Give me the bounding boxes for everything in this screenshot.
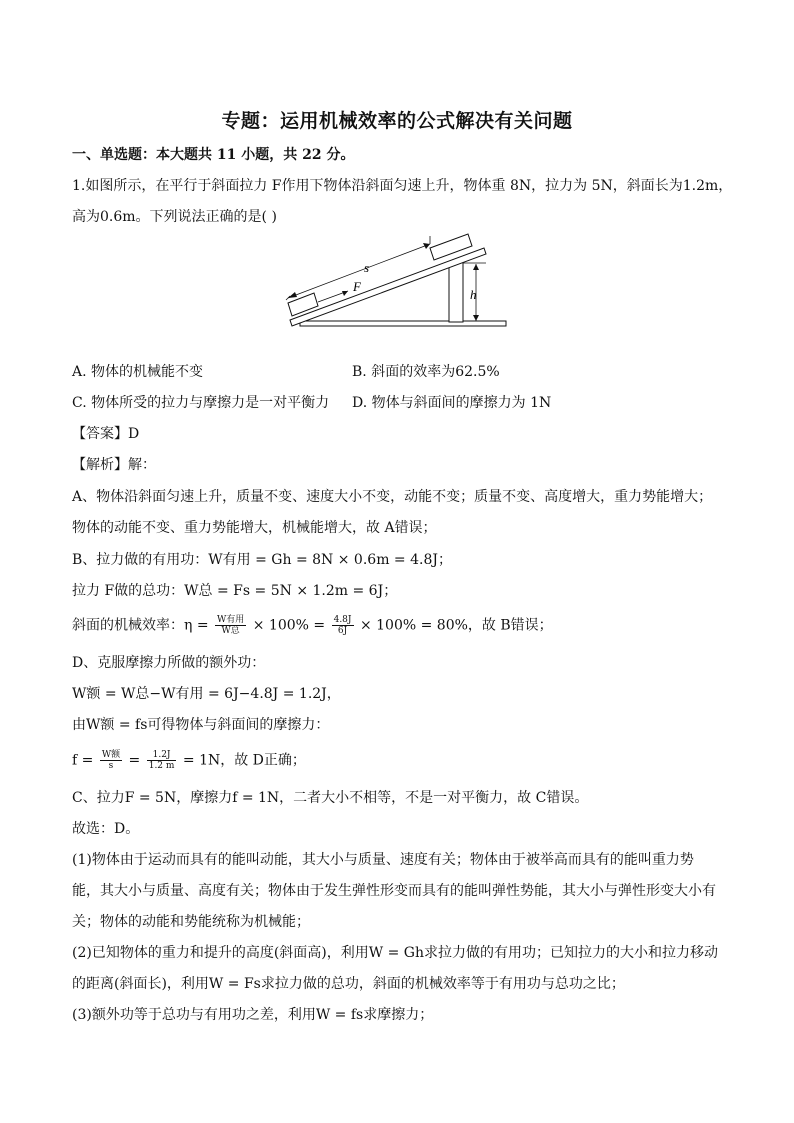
analysis-line-1: A、物体沿斜面匀速上升，质量不变、速度大小不变，动能不变；质量不变、高度增大，重力势能增大；	[72, 489, 713, 505]
analysis-line-17: (3)额外功等于总功与有用功之差，利用W = fs求摩擦力；	[72, 1007, 434, 1023]
analysis-line-13: 能，其大小与质量、高度有关；物体由于发生弹性形变而具有的能叫弹性势能，其大小与弹性形变大小有	[72, 883, 716, 899]
analysis-line-11: 故选：D。	[72, 821, 140, 837]
analysis-line-15: (2)已知物体的重力和提升的高度(斜面高)，利用W = Gh求拉力做的有用功；已知拉力的大小和拉力移动	[72, 945, 718, 961]
fraction-numerator: 1.2J	[147, 750, 177, 761]
section-heading: 一、单选题：本大题共 11 小题，共 22 分。	[72, 147, 355, 163]
analysis-line-10: C、拉力F = 5N，摩擦力f = 1N，二者大小不相等，不是一对平衡力，故 C错误。	[72, 790, 589, 806]
fraction-denominator: s	[108, 761, 114, 771]
friction-suffix: = 1N，故 D正确；	[178, 752, 306, 769]
efficiency-mid: × 100% =	[248, 617, 330, 634]
label-F: F	[353, 279, 361, 294]
page-title: 专题：运用机械效率的公式解决有关问题	[221, 110, 573, 132]
fraction-friction-values	[147, 750, 177, 771]
fraction-values	[332, 615, 354, 636]
fraction-w-extra-over-s	[100, 750, 122, 771]
label-s: s	[364, 260, 370, 275]
friction-mid: =	[124, 752, 145, 769]
analysis-line-8: 由W额 = fs可得物体与斜面间的摩擦力：	[72, 717, 330, 733]
analysis-line-7: W额 = W总−W有用 = 6J−4.8J = 1.2J，	[72, 686, 341, 702]
option-b[interactable]: B. 斜面的效率为62.5%	[352, 364, 500, 380]
question-text-line-1: 1.如图所示，在平行于斜面拉力 F作用下物体沿斜面匀速上升，物体重 8N，拉力为 5N，斜面长为1.2m，	[72, 178, 733, 194]
efficiency-prefix: 斜面的机械效率：η =	[72, 617, 214, 634]
fraction-w-useful-over-total	[215, 615, 246, 636]
ground-plate	[300, 321, 506, 326]
analysis-line-2: 物体的动能不变、重力势能增大，机械能增大，故 A错误；	[72, 520, 437, 536]
analysis-heading: 【解析】解：	[72, 457, 156, 473]
analysis-line-4: 拉力 F做的总功：W总 = Fs = 5N × 1.2m = 6J；	[72, 583, 398, 599]
fraction-denominator: 6J	[337, 626, 348, 636]
friction-prefix: f =	[72, 752, 98, 769]
question-text-line-2: 高为0.6m。下列说法正确的是( )	[72, 209, 277, 225]
fraction-denominator: W总	[221, 626, 240, 636]
efficiency-formula-line	[72, 615, 553, 636]
option-d[interactable]: D. 物体与斜面间的摩擦力为 1N	[352, 395, 552, 411]
option-c[interactable]: C. 物体所受的拉力与摩擦力是一对平衡力	[72, 395, 330, 411]
label-h: h	[470, 287, 477, 302]
fraction-numerator: 4.8J	[333, 615, 352, 625]
support-block	[449, 262, 463, 322]
fraction-numerator: W额	[101, 750, 121, 760]
answer-line: 【答案】D	[72, 426, 140, 442]
fraction-numerator: W有用	[217, 615, 245, 625]
analysis-line-3: B、拉力做的有用功：W有用 = Gh = 8N × 0.6m = 4.8J；	[72, 552, 452, 568]
fraction-denominator: 1.2 m	[148, 761, 175, 771]
force-arrowhead	[342, 291, 348, 296]
efficiency-suffix: × 100% = 80%，故 B错误；	[355, 617, 553, 634]
analysis-line-12: (1)物体由于运动而具有的能叫动能，其大小与质量、速度有关；物体由于被举高而具有的能叫重力势	[72, 852, 694, 868]
analysis-line-6: D、克服摩擦力所做的额外功：	[72, 655, 266, 671]
analysis-line-14: 关；物体的动能和势能统称为机械能；	[72, 914, 310, 930]
friction-formula-line	[72, 750, 306, 771]
analysis-line-16: 的距离(斜面长)，利用W = Fs求拉力做的总功，斜面的机械效率等于有用功与总功之比；	[72, 976, 625, 992]
option-a[interactable]: A. 物体的机械能不变	[72, 364, 204, 380]
